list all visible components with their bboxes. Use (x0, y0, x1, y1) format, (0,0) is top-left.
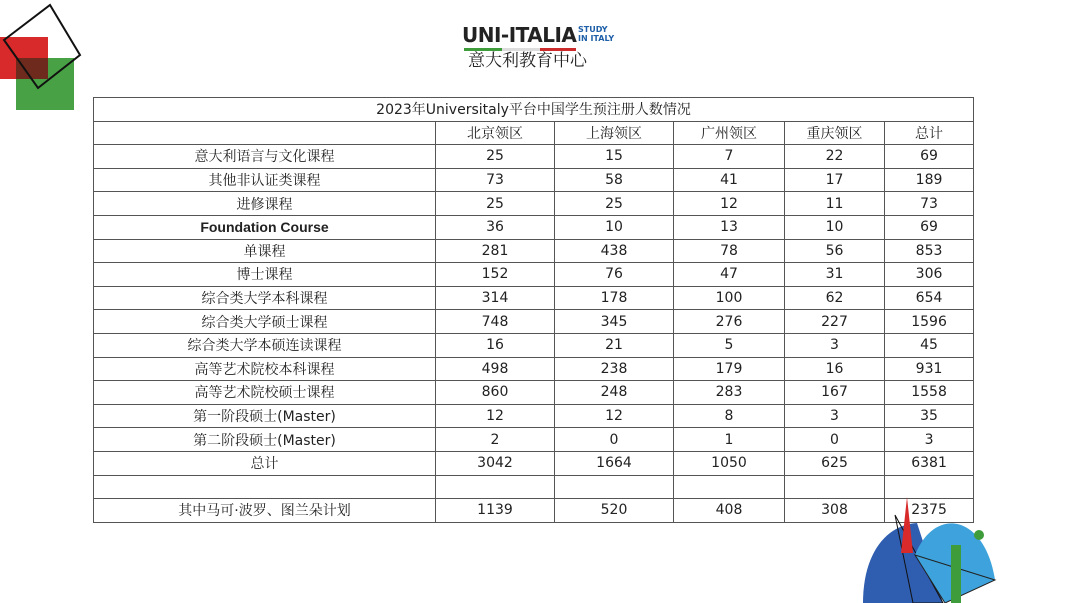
table-cell: 498 (436, 357, 555, 381)
header-empty-cell (94, 121, 436, 145)
table-cell: 2 (436, 428, 555, 452)
table-footer-row (94, 499, 974, 523)
table-cell: 41 (674, 168, 785, 192)
table-title: 2023年Universitaly平台中国学生预注册人数情况 (94, 98, 974, 122)
table-cell: 12 (555, 404, 674, 428)
column-header: 上海领区 (555, 121, 674, 145)
table-cell: 1 (674, 428, 785, 452)
table-row (94, 428, 974, 452)
table-cell: 3042 (436, 451, 555, 475)
table-cell: 11 (785, 192, 885, 216)
row-label: 第一阶段硕士(Master) (94, 404, 436, 428)
decorative-shapes-bottom-right (855, 495, 1073, 603)
table-cell: 62 (785, 286, 885, 310)
table-cell: 152 (436, 263, 555, 287)
table-cell: 35 (885, 404, 974, 428)
empty-cell (674, 475, 785, 499)
table-row (94, 381, 974, 405)
table-row (94, 333, 974, 357)
table-cell: 13 (674, 215, 785, 239)
row-label: 高等艺术院校本科课程 (94, 357, 436, 381)
table-cell: 1558 (885, 381, 974, 405)
table-total-row (94, 451, 974, 475)
table-cell: 17 (785, 168, 885, 192)
logo-subtitle: 意大利教育中心 (468, 51, 587, 71)
row-label: 第二阶段硕士(Master) (94, 428, 436, 452)
table-title-row (94, 98, 974, 122)
table-cell: 25 (555, 192, 674, 216)
table-cell: 25 (436, 192, 555, 216)
table-row (94, 168, 974, 192)
table-row (94, 286, 974, 310)
table-cell: 31 (785, 263, 885, 287)
row-label: 进修课程 (94, 192, 436, 216)
table-cell: 12 (436, 404, 555, 428)
row-label: 博士课程 (94, 263, 436, 287)
table-row (94, 404, 974, 428)
table-cell: 178 (555, 286, 674, 310)
table-cell: 12 (674, 192, 785, 216)
table-cell: 76 (555, 263, 674, 287)
logo-study-text: STUDY IN ITALY (578, 25, 615, 43)
row-label: 意大利语言与文化课程 (94, 145, 436, 169)
column-header: 广州领区 (674, 121, 785, 145)
table-cell: 248 (555, 381, 674, 405)
table-row (94, 239, 974, 263)
row-label: 其他非认证类课程 (94, 168, 436, 192)
table-cell: 69 (885, 145, 974, 169)
table-cell: 45 (885, 333, 974, 357)
table-row (94, 357, 974, 381)
table-cell: 283 (674, 381, 785, 405)
table-cell: 25 (436, 145, 555, 169)
table-cell: 73 (885, 192, 974, 216)
table-cell: 1596 (885, 310, 974, 334)
table-cell: 314 (436, 286, 555, 310)
empty-cell (436, 475, 555, 499)
table-cell: 58 (555, 168, 674, 192)
table-cell: 7 (674, 145, 785, 169)
table-cell: 654 (885, 286, 974, 310)
column-header: 北京领区 (436, 121, 555, 145)
table-cell: 748 (436, 310, 555, 334)
table-cell: 276 (674, 310, 785, 334)
uni-italia-logo (462, 22, 622, 74)
table-cell: 438 (555, 239, 674, 263)
logo-main-text: UNI-ITALIA (462, 23, 577, 47)
table-cell: 167 (785, 381, 885, 405)
table-row (94, 215, 974, 239)
table-cell: 238 (555, 357, 674, 381)
table-row (94, 145, 974, 169)
row-label: 综合类大学本硕连读课程 (94, 333, 436, 357)
table-cell: 1664 (555, 451, 674, 475)
table-cell: 345 (555, 310, 674, 334)
preregistration-table (93, 97, 974, 523)
table-cell: 860 (436, 381, 555, 405)
empty-cell (94, 475, 436, 499)
table-cell: 73 (436, 168, 555, 192)
table-row (94, 192, 974, 216)
table-cell: 1050 (674, 451, 785, 475)
table-cell: 3 (785, 333, 885, 357)
table-cell: 47 (674, 263, 785, 287)
table-cell: 16 (785, 357, 885, 381)
table-cell: 3 (785, 404, 885, 428)
table-cell: 0 (785, 428, 885, 452)
table-cell: 408 (674, 499, 785, 523)
table-cell: 520 (555, 499, 674, 523)
decorative-shapes-top-left (0, 0, 90, 115)
table-cell: 5 (674, 333, 785, 357)
table-cell: 56 (785, 239, 885, 263)
table-cell: 227 (785, 310, 885, 334)
table-header-row (94, 121, 974, 145)
table-cell: 853 (885, 239, 974, 263)
table-cell: 2375 (885, 499, 974, 523)
table-empty-row (94, 475, 974, 499)
table-cell: 1139 (436, 499, 555, 523)
table-row (94, 263, 974, 287)
row-label: 总计 (94, 451, 436, 475)
table-cell: 100 (674, 286, 785, 310)
column-header: 总计 (885, 121, 974, 145)
column-header: 重庆领区 (785, 121, 885, 145)
table-cell: 16 (436, 333, 555, 357)
table-cell: 69 (885, 215, 974, 239)
table-cell: 8 (674, 404, 785, 428)
table-cell: 931 (885, 357, 974, 381)
table-cell: 0 (555, 428, 674, 452)
row-label: 其中马可·波罗、图兰朵计划 (94, 499, 436, 523)
table-cell: 22 (785, 145, 885, 169)
table-cell: 78 (674, 239, 785, 263)
table-cell: 21 (555, 333, 674, 357)
table-row (94, 310, 974, 334)
row-label: Foundation Course (94, 215, 436, 239)
row-label: 综合类大学硕士课程 (94, 310, 436, 334)
table-cell: 3 (885, 428, 974, 452)
table-cell: 306 (885, 263, 974, 287)
table-cell: 308 (785, 499, 885, 523)
table-cell: 625 (785, 451, 885, 475)
table-cell: 10 (555, 215, 674, 239)
table-cell: 179 (674, 357, 785, 381)
row-label: 单课程 (94, 239, 436, 263)
table-cell: 36 (436, 215, 555, 239)
table-cell: 281 (436, 239, 555, 263)
empty-cell (555, 475, 674, 499)
table-cell: 15 (555, 145, 674, 169)
table-cell: 6381 (885, 451, 974, 475)
row-label: 综合类大学本科课程 (94, 286, 436, 310)
table-cell: 10 (785, 215, 885, 239)
row-label: 高等艺术院校硕士课程 (94, 381, 436, 405)
table-cell: 189 (885, 168, 974, 192)
